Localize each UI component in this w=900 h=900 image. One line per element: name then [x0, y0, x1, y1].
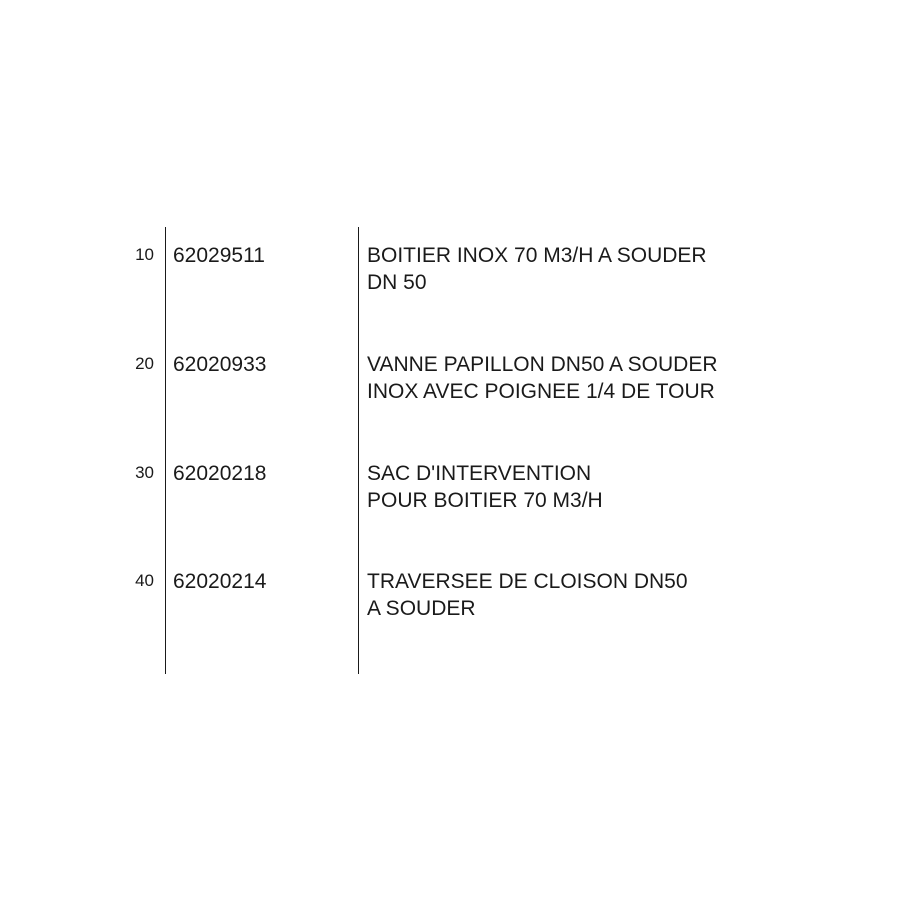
item-number: 30 [135, 463, 154, 482]
part-description-line: INOX AVEC POIGNEE 1/4 DE TOUR [367, 380, 715, 403]
part-row [0, 242, 900, 302]
part-row [0, 568, 900, 628]
item-number: 20 [135, 354, 154, 373]
part-description [367, 460, 603, 514]
part-description-line: POUR BOITIER 70 M3/H [367, 489, 603, 512]
part-description [367, 242, 707, 296]
part-description-line: BOITIER INOX 70 M3/H A SOUDER [367, 244, 707, 267]
part-description [367, 351, 718, 405]
part-row [0, 351, 900, 411]
part-description-line: VANNE PAPILLON DN50 A SOUDER [367, 353, 718, 376]
part-reference: 62020933 [173, 353, 267, 376]
part-description-line: TRAVERSEE DE CLOISON DN50 [367, 570, 688, 593]
part-reference: 62020214 [173, 570, 267, 593]
part-row [0, 460, 900, 520]
part-description-line: SAC D'INTERVENTION [367, 462, 592, 485]
part-description [367, 568, 688, 622]
part-description-line: A SOUDER [367, 597, 476, 620]
part-description-line: DN 50 [367, 271, 427, 294]
item-number: 40 [135, 571, 154, 590]
part-reference: 62020218 [173, 462, 267, 485]
item-number: 10 [135, 245, 154, 264]
part-reference: 62029511 [173, 244, 265, 267]
